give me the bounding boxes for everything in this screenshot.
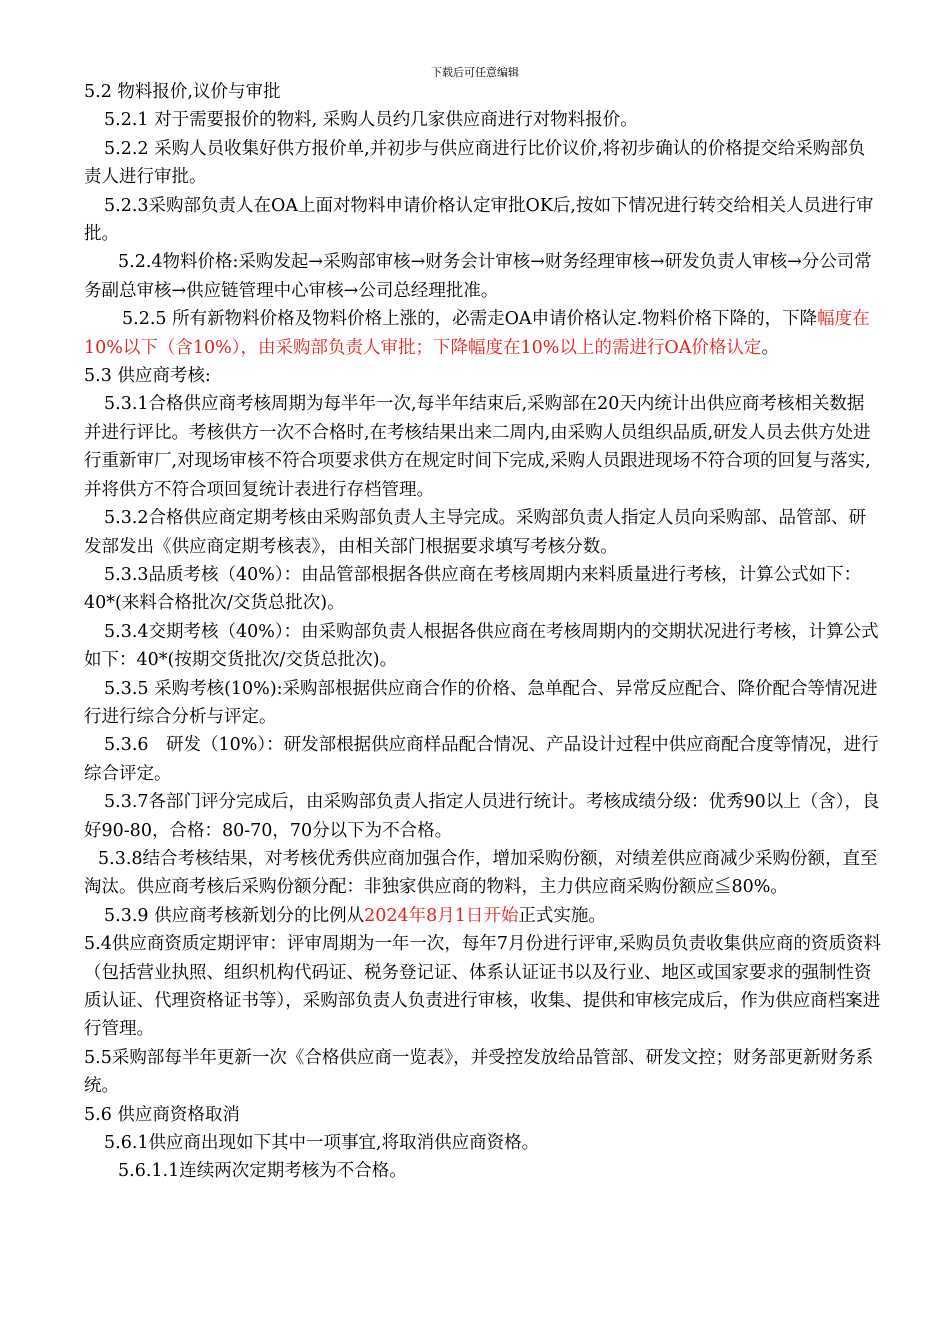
section-5-6-heading: 5.6 供应商资格取消 [84, 1104, 240, 1125]
clause-5-2-5-highlight: 幅度在10%以下（含10%），由采购部负责人审批；下降幅度在10%以上的需进行OA价格认定 [84, 309, 870, 358]
clause-5-3-2: 5.3.2合格供应商定期考核由采购部负责人主导完成。采购部负责人指定人员向采购部、品管部、研发部发出《供应商定期考核表》，由相关部门根据要求填写考核分数。 [84, 508, 867, 557]
section-5-4: 5.4供应商资质定期评审：评审周期为一年一次，每年7月份进行评审,采购员负责收集供应商的资质资料（包括营业执照、组织机构代码证、税务登记证、体系认证证书以及行业、地区或国家要求的强制性资质认证、代理资格证书等），采购部负责人负责进行审核，收集、提供和审核完成后，作为供应商档案进行管理。 [84, 934, 882, 1040]
clause-5-3-9 [0, 902, 880, 930]
document-body [0, 78, 950, 1186]
clause-5-3-3: 5.3.3品质考核（40%）：由品管部根据各供应商在考核周期内来料质量进行考核，计算公式如下：40*(来料合格批次/交货总批次)。 [84, 564, 862, 614]
clause-5-3-9-end: 正式实施。 [518, 905, 606, 926]
section-5-2-heading: 5.2 物料报价,议价与审批 [84, 82, 281, 102]
clause-5-3-5: 5.3.5 采购考核(10%):采购部根据供应商合作的价格、急单配合、异常反应配合、降价配合等情况进行进行综合分析与评定。 [84, 678, 878, 727]
clause-5-3-7: 5.3.7各部门评分完成后，由采购部负责人指定人员进行统计。考核成绩分级：优秀90以上（含），良好90-80，合格：80-70，70分以下为不合格。 [84, 792, 880, 841]
section-5-3-heading: 5.3 供应商考核: [84, 366, 211, 387]
clause-5-3-8: 5.3.8结合考核结果，对考核优秀供应商加强合作，增加采购份额，对绩差供应商减少采购份额，直至淘汰。供应商考核后采购份额分配：非独家供应商的物料，主力供应商采购份额应≦80%。 [84, 848, 878, 898]
clause-5-6-1: 5.6.1供应商出现如下其中一项事宜,将取消供应商资格。 [104, 1133, 540, 1154]
clause-5-2-1: 5.2.1 对于需要报价的物料, 采购人员约几家供应商进行对物料报价。 [104, 110, 638, 131]
clause-5-2-4: 5.2.4物料价格:采购发起→采购部审核→财务会计审核→财务经理审核→研发负责人审核→分公司常务副总审核→供应链管理中心审核→公司总经理批准。 [84, 252, 872, 301]
clause-5-2-5-end: 。 [761, 337, 779, 358]
clause-5-3-9-text: 5.3.9 供应商考核新划分的比例从 [104, 905, 365, 926]
clause-5-3-9-date: 2024年8月1日开始 [364, 905, 519, 926]
clause-5-2-3: 5.2.3采购部负责人在OA上面对物料申请价格认定审批OK后,按如下情况进行转交给相关人员进行审批。 [84, 195, 874, 245]
clause-5-2-5-text: 5.2.5 所有新物料价格及物料价格上涨的，必需走OA申请价格认定.物料价格下降的，下降 [122, 309, 818, 330]
section-5-5: 5.5采购部每半年更新一次《合格供应商一览表》，并受控发放给品管部、研发文控；财务部更新财务系统。 [84, 1047, 874, 1097]
clause-5-3-1: 5.3.1合格供应商考核周期为每半年一次,每半年结束后,采购部在20天内统计出供应商考核相关数据并进行评比。考核供方一次不合格时,在考核结果出来二周内,由采购人员组织品质,研发人员去供方处进行重新审厂,对现场审核不符合项要求供方在规定时间下完成,采购人员跟进现场不符合项的回复与落实,并将供方不符合项回复统计表进行存档管理。 [84, 394, 871, 500]
clause-5-3-4: 5.3.4交期考核（40%）：由采购部负责人根据各供应商在考核周期内的交期状况进行考核，计算公式如下：40*(按期交货批次/交货总批次)。 [84, 621, 879, 671]
page-header: 下载后可任意编辑 [431, 66, 519, 79]
clause-5-6-1-1: 5.6.1.1连续两次定期考核为不合格。 [118, 1161, 407, 1182]
clause-5-2-2: 5.2.2 采购人员收集好供方报价单,并初步与供应商进行比价议价,将初步确认的价格提交给采购部负责人进行审批。 [84, 138, 866, 188]
clause-5-2-5 [0, 305, 880, 362]
clause-5-3-6: 5.3.6 研发（10%）：研发部根据供应商样品配合情况、产品设计过程中供应商配合度等情况，进行综合评定。 [84, 735, 879, 784]
